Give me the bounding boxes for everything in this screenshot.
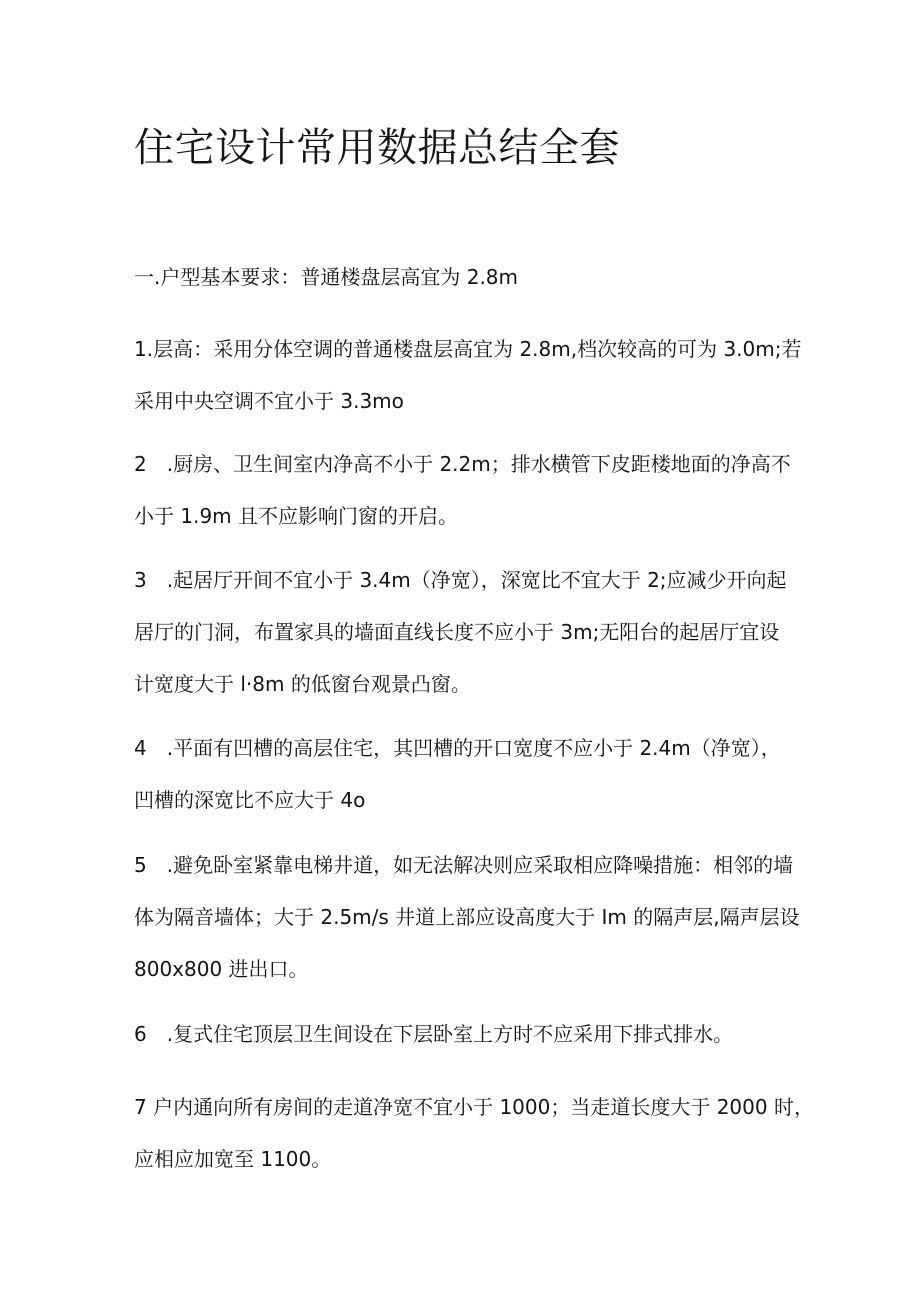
paragraph-line: 居厅的门洞，布置家具的墙面直线长度不应小于 3m;无阳台的起居厅宜设 — [134, 620, 780, 644]
paragraph-line: 凹槽的深宽比不应大于 4o — [134, 788, 366, 812]
paragraph-line: 6 .复式住宅顶层卫生间设在下层卧室上方时不应采用下排式排水。 — [134, 1022, 734, 1046]
paragraph-line: 3 .起居厅开间不宜小于 3.4m（净宽），深宽比不宜大于 2;应减少开向起 — [134, 568, 787, 592]
paragraph-duplex-drainage — [134, 1008, 794, 1060]
paragraph-floor-height — [134, 323, 802, 427]
paragraph-line: 体为隔音墙体；大于 2.5m/s 井道上部应设高度大于 Im 的隔声层,隔声层设 — [134, 905, 800, 929]
paragraph-line: 800x800 进出口。 — [134, 957, 309, 981]
paragraph-line: 一.户型基本要求：普通楼盘层高宜为 2.8m — [134, 265, 519, 289]
document-title: 住宅设计常用数据总结全套 — [134, 125, 620, 171]
paragraph-living-room — [134, 554, 794, 710]
paragraph-kitchen-bathroom — [134, 438, 794, 542]
paragraph-line: 5 .避免卧室紧靠电梯井道，如无法解决则应采取相应降噪措施：相邻的墙 — [134, 853, 794, 877]
paragraph-bedroom-elevator — [134, 839, 800, 995]
paragraph-line: 4 .平面有凹槽的高层住宅，其凹槽的开口宽度不应小于 2.4m（净宽）， — [134, 736, 781, 760]
paragraph-line: 1.层高：采用分体空调的普通楼盘层高宜为 2.8m,档次较高的可为 3.0m;若 — [134, 337, 802, 361]
paragraph-line: 小于 1.9m 且不应影响门窗的开启。 — [134, 504, 459, 528]
paragraph-corridor-width — [134, 1081, 814, 1185]
section-heading-household-requirements — [134, 251, 794, 303]
paragraph-line: 采用中央空调不宜小于 3.3mo — [134, 389, 404, 413]
paragraph-recess — [134, 722, 794, 826]
paragraph-line: 2 .厨房、卫生间室内净高不小于 2.2m；排水横管下皮距楼地面的净高不 — [134, 452, 791, 476]
paragraph-line: 7 户内通向所有房间的走道净宽不宜小于 1000；当走道长度大于 2000 时， — [134, 1095, 814, 1119]
paragraph-line: 应相应加宽至 1100。 — [134, 1147, 332, 1171]
paragraph-line: 计宽度大于 l·8m 的低窗台观景凸窗。 — [134, 672, 471, 696]
